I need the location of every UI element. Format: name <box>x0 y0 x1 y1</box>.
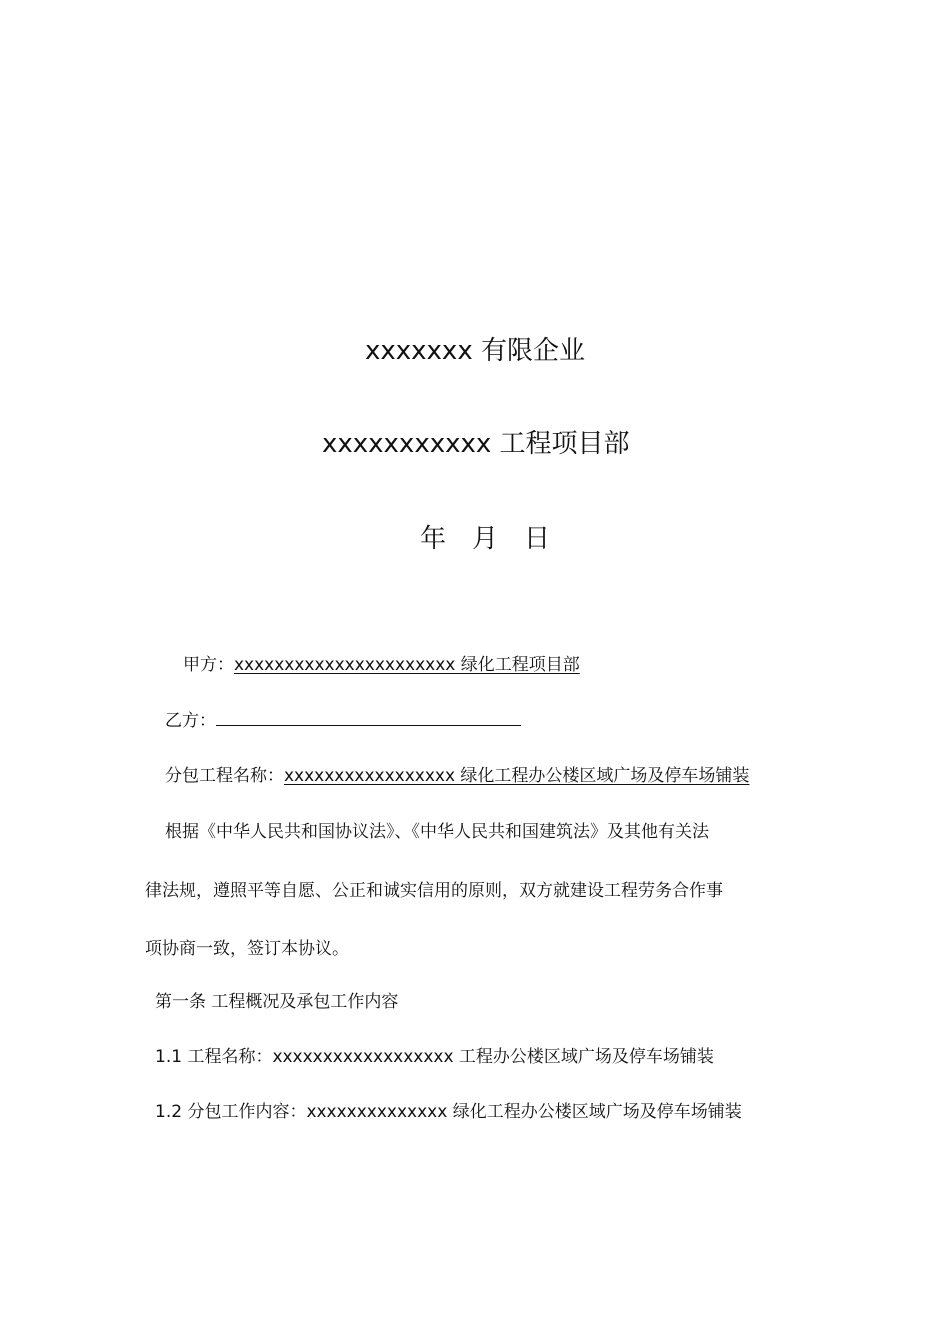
project-name-line <box>165 761 749 786</box>
article-1-item-2: 1.2 分包工作内容：xxxxxxxxxxxxxx 绿化工程办公楼区域广场及停车场铺装 <box>155 1102 742 1122</box>
article-1-item-1: 1.1 工程名称：xxxxxxxxxxxxxxxxxx 工程办公楼区域广场及停车场铺装 <box>155 1047 714 1067</box>
article-1-heading: 第一条 工程概况及承包工作内容 <box>155 992 399 1012</box>
preamble-line-3: 项协商一致，签订本协议。 <box>145 939 349 959</box>
project-name-label: 分包工程名称： <box>165 766 284 786</box>
party-a-line <box>183 650 580 675</box>
project-name-value: xxxxxxxxxxxxxxxxx 绿化工程办公楼区域广场及停车场铺装 <box>284 766 750 786</box>
project-department: xxxxxxxxxxx 工程项目部 <box>322 429 630 459</box>
party-b-label: 乙方： <box>165 711 216 731</box>
party-a-value: xxxxxxxxxxxxxxxxxxxxxx 绿化工程项目部 <box>234 655 580 675</box>
date-month: 月 <box>472 524 499 554</box>
party-b-line <box>165 706 521 731</box>
preamble-line-1: 根据《中华人民共和国协议法》、《中华人民共和国建筑法》及其他有关法 <box>165 822 709 842</box>
date-day: 日 <box>524 524 551 554</box>
date-line <box>420 518 550 555</box>
party-b-blank <box>216 711 521 726</box>
party-a-label: 甲方： <box>183 655 234 675</box>
date-year: 年 <box>420 524 447 554</box>
preamble-line-2: 律法规，遵照平等自愿、公正和诚实信用的原则，双方就建设工程劳务合作事 <box>145 881 723 901</box>
company-name: xxxxxxx 有限企业 <box>365 336 585 366</box>
